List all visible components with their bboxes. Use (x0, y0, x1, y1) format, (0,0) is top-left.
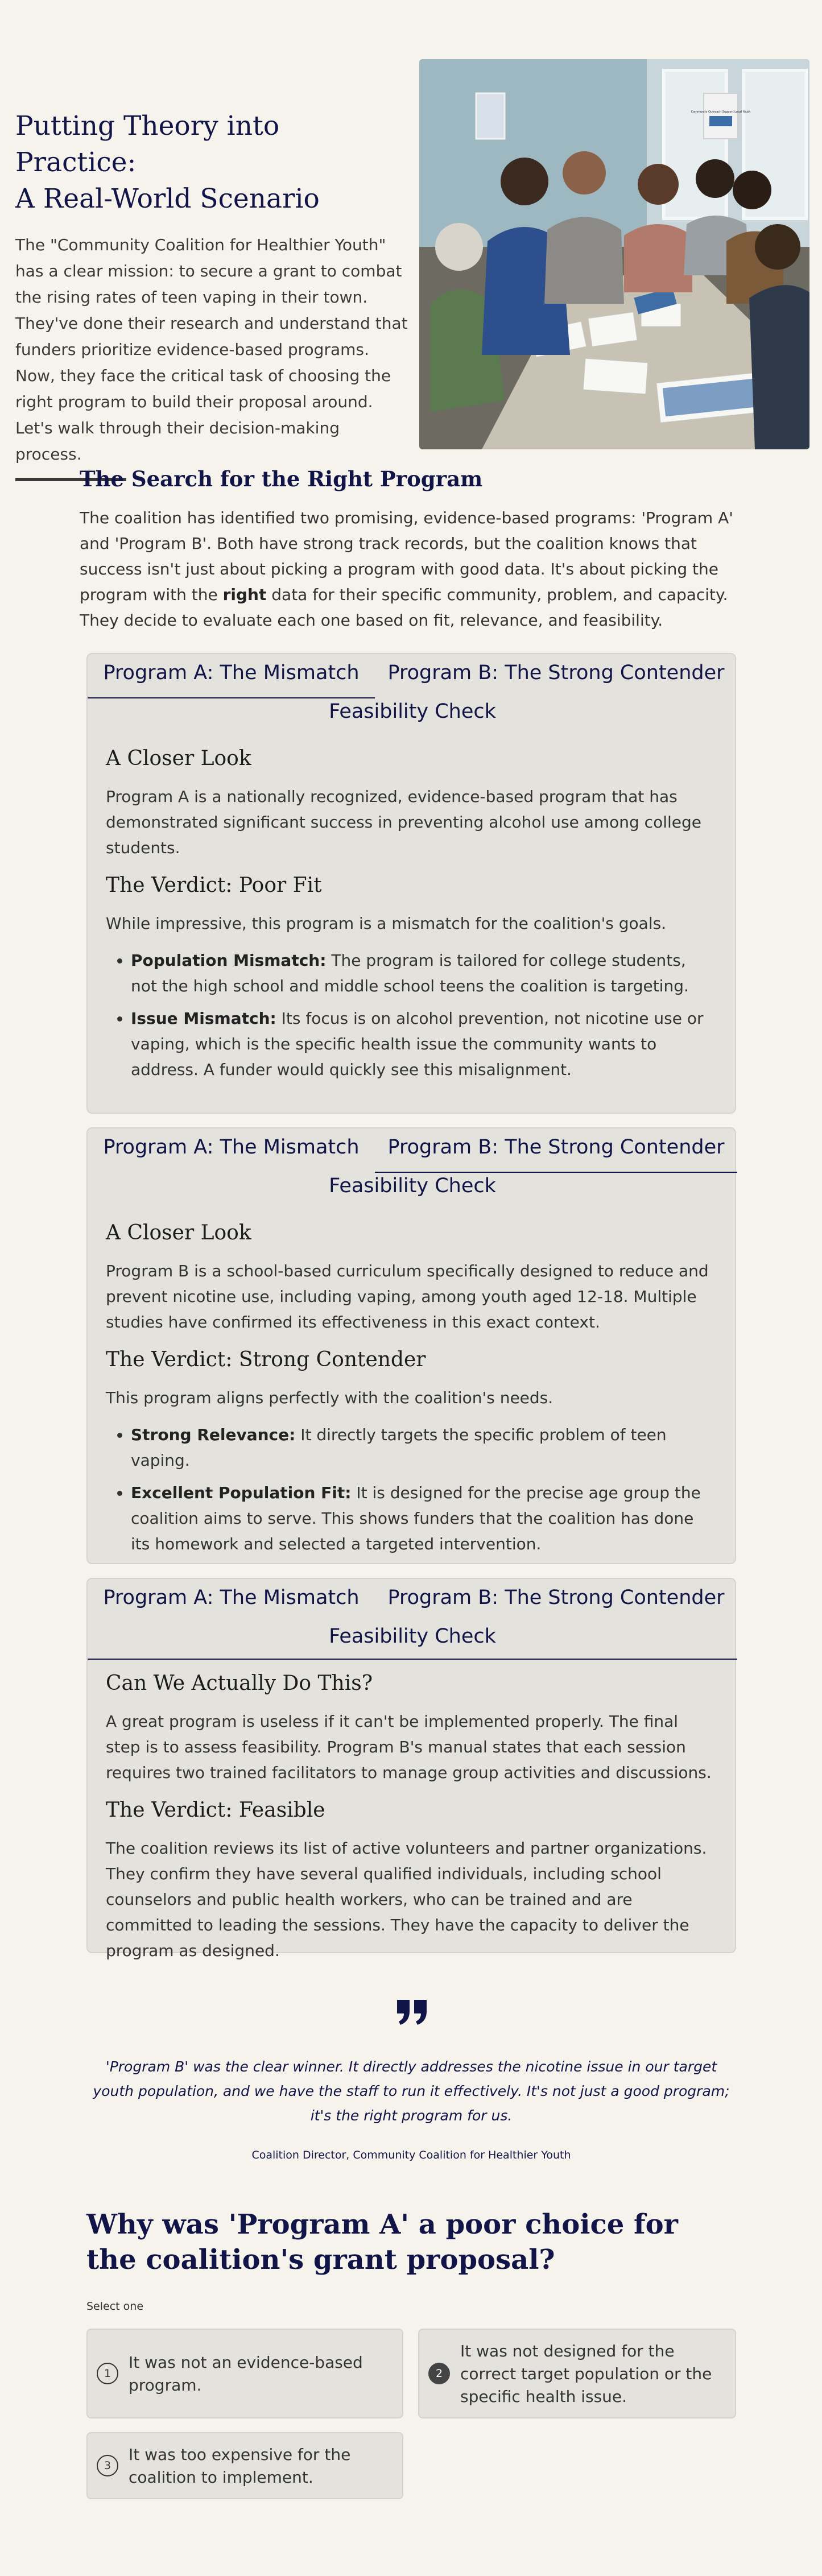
tab-program-a[interactable]: Program A: The Mismatch (88, 654, 375, 698)
list-item-text: It directly targets the specific problem of teen vaping. (131, 1425, 667, 1470)
hero-title-line2: A Real-World Scenario (15, 183, 320, 214)
panel-paragraph: A great program is useless if it can't be implemented properly. The final step is to assess feasibility. Program B's manual states that each session requires two trained facilitators to manage group activities and discussions. (106, 1712, 712, 1782)
option-text: It was too expensive for the coalition to implement. (129, 2445, 351, 2487)
verdict-heading: The Verdict: Feasible (106, 1798, 325, 1822)
verdict-list (131, 1422, 717, 1557)
quote-citation: Coalition Director, Community Coalition for Healthier Youth (251, 2149, 571, 2161)
list-item-label: Excellent Population Fit: (131, 1483, 352, 1502)
section-body (80, 505, 740, 633)
list-item (131, 1006, 717, 1082)
program-search-section (80, 465, 740, 633)
verdict-list (131, 948, 717, 1082)
photo-sign-text: Community Outreach Support Local Youth (691, 110, 751, 114)
tab-panel (88, 1660, 735, 1992)
section-body-bold: right (222, 585, 267, 604)
section-body-part2: data for their specific community, problem, and capacity. They decide to evaluate each one based on fit, relevance, and feasibility. (80, 585, 728, 630)
list-item-label: Issue Mismatch: (131, 1009, 276, 1028)
tab-feasibility[interactable]: Feasibility Check (329, 700, 496, 723)
feasibility-card (86, 1578, 736, 1960)
section-title: The Search for the Right Program (80, 466, 483, 491)
verdict-paragraph: While impressive, this program is a mismatch for the coalition's goals. (106, 914, 667, 933)
list-item-label: Population Mismatch: (131, 951, 327, 970)
quiz-hint: Select one (86, 2300, 144, 2313)
panel-heading: A Closer Look (106, 1221, 251, 1244)
list-item (131, 1480, 717, 1557)
verdict-heading: The Verdict: Strong Contender (106, 1348, 426, 1371)
option-number-badge: 3 (97, 2455, 118, 2476)
hero-title-line1: Putting Theory into Practice: (15, 110, 280, 178)
tab-panel (88, 1209, 735, 1581)
quote-text: 'Program B' was the clear winner. It directly addresses the nicotine issue in our target youth population, and we have the staff to run it effectively. It's not just a good program; it's the right program for us. (93, 2058, 730, 2124)
tab-bar (88, 1579, 735, 1660)
tab-bar (88, 654, 735, 735)
tab-program-b[interactable]: Program B: The Strong Contender (387, 1586, 725, 1609)
quiz-option-2[interactable] (418, 2329, 736, 2418)
hero-body: The "Community Coalition for Healthier Youth" has a clear mission: to secure a grant to combat the rising rates of teen vaping in their town. They've done their research and understand that funders prioritize evidence-based programs. Now, they face the critical task of choosing the right program to build their proposal around. Let's walk through their decision-making process. (15, 235, 408, 464)
panel-paragraph: Program A is a nationally recognized, evidence-based program that has demonstrated significant success in preventing alcohol use among college students. (106, 787, 701, 857)
section-body-part1: The coalition has identified two promising, evidence-based programs: 'Program A' and 'Program B'. Both have strong track records, but the coalition knows that success isn't just about picking a program with good data. It's about picking the program with the (80, 508, 733, 604)
tab-program-b[interactable]: Program B: The Strong Contender (375, 1128, 737, 1173)
tab-feasibility[interactable]: Feasibility Check (88, 1623, 737, 1660)
list-item (131, 948, 717, 999)
tab-program-a[interactable]: Program A: The Mismatch (103, 1136, 360, 1159)
option-text: It was not designed for the correct target population or the specific health issue. (460, 2342, 712, 2406)
verdict-paragraph: This program aligns perfectly with the coalition's needs. (106, 1388, 553, 1407)
hero-photo (419, 59, 809, 449)
verdict-paragraph: The coalition reviews its list of active volunteers and partner organizations. They confirm they have several qualified individuals, including school counselors and public health workers, who can be trained and are committed to leading the sessions. They have the capacity to deliver the program as designed. (106, 1839, 707, 1960)
verdict-heading: The Verdict: Poor Fit (106, 874, 322, 897)
tab-program-b[interactable]: Program B: The Strong Contender (387, 661, 725, 684)
option-number-badge: 2 (428, 2363, 450, 2384)
list-item (131, 1422, 717, 1473)
list-item-label: Strong Relevance: (131, 1425, 296, 1444)
option-number-badge: 1 (97, 2363, 118, 2384)
program-a-card (86, 653, 736, 1114)
tab-panel (88, 735, 735, 1106)
panel-paragraph: Program B is a school-based curriculum specifically designed to reduce and prevent nicotine use, including vaping, among youth aged 12-18. Multiple studies have confirmed its effectiveness in this exact context. (106, 1262, 709, 1332)
tab-bar (88, 1128, 735, 1209)
hero-photo-illustration (419, 59, 809, 449)
quiz-option-3[interactable] (86, 2432, 403, 2499)
quiz-question: Why was 'Program A' a poor choice for the coalition's grant proposal? (86, 2209, 678, 2276)
hero-section (0, 0, 822, 464)
quiz-option-1[interactable] (86, 2329, 403, 2418)
panel-heading: A Closer Look (106, 747, 251, 770)
list-item-text: The program is tailored for college students, not the high school and middle school teens the coalition is targeting. (131, 951, 689, 995)
panel-heading: Can We Actually Do This? (106, 1672, 373, 1695)
hero-text (15, 108, 408, 481)
list-item-text: Its focus is on alcohol prevention, not nicotine use or vaping, which is the specific health issue the community wants to address. A funder would quickly see this misalignment. (131, 1009, 704, 1079)
option-text: It was not an evidence-based program. (129, 2353, 363, 2395)
tab-feasibility[interactable]: Feasibility Check (329, 1175, 496, 1197)
tab-program-a[interactable]: Program A: The Mismatch (103, 1586, 360, 1609)
program-b-card (86, 1127, 736, 1564)
list-item-text: It is designed for the precise age group the coalition aims to serve. This shows funders that the coalition has done its homework and selected a targeted intervention. (131, 1483, 701, 1553)
quote-icon (395, 1998, 429, 2026)
hero-title (15, 108, 408, 217)
